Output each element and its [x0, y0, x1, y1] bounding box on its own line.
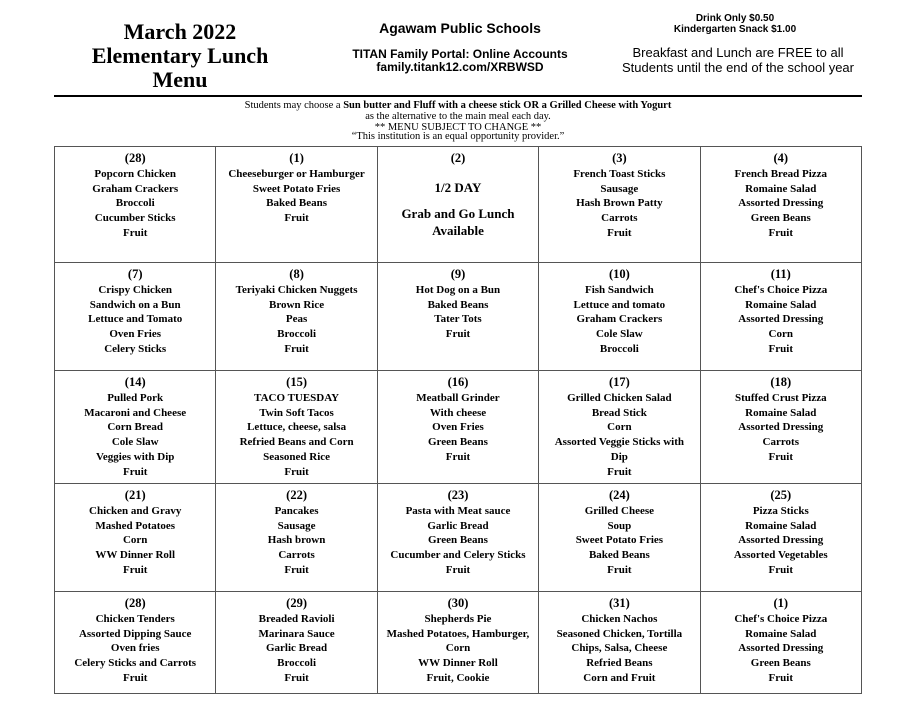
menu-item: Oven fries — [110, 642, 160, 655]
menu-item: Chicken Nachos — [581, 613, 658, 625]
menu-item: Fruit — [122, 563, 148, 576]
menu-item: Fruit — [284, 671, 309, 684]
alternative-notice — [54, 100, 862, 141]
menu-item: Pancakes — [274, 505, 319, 517]
menu-item: Hot Dog on a Bun — [415, 284, 501, 296]
menu-day-cell — [55, 484, 216, 592]
day-date: (17) — [608, 375, 630, 389]
menu-item: Soup — [607, 519, 632, 532]
day-date: (25) — [770, 488, 792, 502]
menu-day-cell — [700, 371, 861, 484]
menu-item: Assorted Dressing — [738, 313, 824, 326]
day-date: (3) — [612, 151, 627, 165]
menu-item: Fruit — [768, 563, 793, 576]
menu-item: Fruit — [607, 465, 632, 478]
menu-item: Fruit, Cookie — [426, 671, 490, 684]
free-line-1: Breakfast and Lunch are FREE to all — [632, 45, 844, 60]
menu-item: Green Beans — [750, 657, 811, 670]
menu-item: With cheese — [429, 406, 487, 419]
menu-item: Romaine Salad — [745, 298, 817, 311]
menu-item: WW Dinner Roll — [95, 549, 176, 562]
menu-item: Fruit — [122, 671, 148, 684]
menu-item: Broccoli — [277, 657, 317, 670]
menu-item: Refried Beans and Corn — [239, 436, 354, 449]
menu-item: Popcorn Chicken — [94, 168, 176, 180]
menu-day-cell — [377, 484, 538, 592]
menu-day-cell — [55, 263, 216, 371]
menu-item: Assorted Vegetables — [733, 549, 828, 562]
free-line-2: Students until the end of the school year — [622, 60, 854, 75]
menu-item: Fruit — [607, 563, 632, 576]
menu-day-cell — [55, 371, 216, 484]
menu-item: Brown Rice — [269, 298, 325, 311]
menu-day-cell — [539, 147, 700, 263]
cell-spacer — [380, 197, 536, 205]
menu-item: Corn — [445, 642, 471, 655]
day-date: (28) — [124, 151, 146, 165]
menu-week-row — [55, 371, 862, 484]
menu-item: Fruit — [284, 465, 309, 478]
menu-item: Lettuce and Tomato — [88, 313, 183, 326]
free-meals-note — [608, 45, 868, 75]
menu-item: Refried Beans — [586, 657, 653, 670]
menu-day-cell — [539, 371, 700, 484]
menu-item: Hash Brown Patty — [576, 197, 663, 210]
menu-item: Fruit — [284, 563, 309, 576]
menu-week-row — [55, 147, 862, 263]
menu-day-cell — [700, 147, 861, 263]
menu-item: Assorted Veggie Sticks with — [554, 436, 684, 449]
day-date: (28) — [124, 596, 146, 610]
title-line-month: March 2022 — [123, 19, 237, 44]
menu-item: Cucumber and Celery Sticks — [390, 549, 526, 562]
menu-item: Mashed Potatoes, Hamburger, — [386, 627, 530, 640]
menu-item: French Toast Sticks — [573, 168, 666, 180]
menu-item: Assorted Dipping Sauce — [78, 627, 192, 640]
day-date: (24) — [608, 488, 630, 502]
menu-day-cell — [700, 263, 861, 371]
menu-day-cell — [55, 592, 216, 694]
menu-item: Meatball Grinder — [416, 392, 500, 404]
menu-day-cell — [216, 371, 377, 484]
menu-item: Carrots — [762, 436, 800, 449]
menu-day-cell — [216, 484, 377, 592]
menu-item: Fruit — [768, 450, 793, 463]
menu-item: Fruit — [284, 212, 309, 225]
menu-item: Green Beans — [427, 534, 488, 547]
menu-item: Twin Soft Tacos — [259, 406, 334, 419]
menu-item: Sweet Potato Fries — [575, 534, 664, 547]
menu-item: Cole Slaw — [595, 328, 643, 341]
menu-day-cell — [700, 592, 861, 694]
day-date: (16) — [447, 375, 469, 389]
portal-url: family.titank12.com/XRBWSD — [376, 60, 544, 74]
menu-item: French Bread Pizza — [734, 168, 828, 180]
menu-item: Mashed Potatoes — [95, 519, 176, 532]
menu-week-row — [55, 592, 862, 694]
price-info — [640, 13, 830, 35]
menu-item: Available — [432, 223, 484, 238]
day-date: (21) — [124, 488, 146, 502]
menu-item: Veggies with Dip — [95, 450, 175, 463]
menu-item: Grilled Chicken Salad — [567, 392, 672, 404]
menu-item: Lettuce and tomato — [573, 298, 666, 311]
menu-item: Fruit — [122, 465, 148, 478]
menu-item: Baked Beans — [588, 549, 650, 562]
menu-item: Carrots — [278, 549, 315, 562]
menu-item: Assorted Dressing — [738, 534, 824, 547]
menu-item: Sandwich on a Bun — [89, 298, 181, 311]
menu-item: WW Dinner Roll — [418, 657, 498, 670]
menu-item: Oven Fries — [432, 421, 484, 434]
day-date: (2) — [450, 151, 466, 165]
menu-item: Stuffed Crust Pizza — [734, 392, 827, 404]
day-date: (23) — [447, 488, 469, 502]
menu-item: Sausage — [277, 519, 316, 532]
menu-item: Pulled Pork — [107, 392, 164, 404]
title-line-elementary: Elementary Lunch — [91, 43, 269, 68]
menu-item: Corn Bread — [107, 421, 164, 434]
notice-line-4: “This institution is an equal opportunity provider.” — [351, 131, 565, 142]
menu-day-cell — [55, 147, 216, 263]
menu-item: Marinara Sauce — [258, 627, 335, 640]
menu-item: Broccoli — [599, 342, 639, 355]
menu-item: Chef's Choice Pizza — [734, 613, 828, 625]
day-date: (1) — [773, 596, 789, 610]
day-date: (1) — [289, 151, 304, 165]
menu-item: Corn — [768, 328, 793, 341]
day-date: (29) — [286, 596, 307, 610]
menu-item: Baked Beans — [427, 298, 489, 311]
menu-item: Chicken and Gravy — [89, 505, 182, 517]
menu-item: Green Beans — [750, 212, 811, 225]
school-name: Agawam Public Schools — [379, 20, 541, 36]
menu-item: Assorted Dressing — [738, 197, 824, 210]
notice-line-1-bold: Sun butter and Fluff with a cheese stick OR a Grilled Cheese with Yogurt — [343, 100, 672, 111]
menu-item: Garlic Bread — [265, 642, 328, 655]
day-date: (14) — [124, 375, 146, 389]
menu-item: Cucumber Sticks — [94, 212, 176, 225]
menu-item: Macaroni and Cheese — [84, 406, 187, 419]
menu-week-row — [55, 263, 862, 371]
notice-line-3: ** MENU SUBJECT TO CHANGE ** — [374, 122, 542, 133]
menu-item: Tater Tots — [434, 313, 482, 326]
menu-item: Bread Stick — [591, 406, 647, 419]
menu-item: Fruit — [768, 226, 793, 239]
menu-item: Fruit — [122, 226, 148, 239]
menu-item: TACO TUESDAY — [254, 392, 340, 404]
menu-calendar — [54, 146, 862, 694]
menu-item: Cole Slaw — [111, 436, 159, 449]
day-date: (31) — [608, 596, 630, 610]
menu-item: Green Beans — [427, 436, 488, 449]
menu-item: Chef's Choice Pizza — [734, 284, 828, 296]
menu-item: Pasta with Meat sauce — [405, 505, 511, 517]
menu-item: Corn — [122, 534, 148, 547]
day-date: (4) — [773, 151, 789, 165]
menu-item: Corn and Fruit — [583, 671, 656, 684]
menu-item: Dip — [610, 450, 628, 463]
menu-item: Romaine Salad — [745, 627, 817, 640]
day-date: (22) — [286, 488, 307, 502]
menu-item: Corn — [607, 421, 632, 434]
menu-item: Graham Crackers — [576, 313, 663, 326]
menu-item: Fruit — [445, 450, 471, 463]
menu-item: 1/2 DAY — [434, 180, 482, 195]
menu-item: Celery Sticks and Carrots — [74, 657, 197, 670]
menu-item: Broccoli — [277, 328, 317, 341]
menu-item: Garlic Bread — [427, 519, 489, 532]
menu-item: Seasoned Chicken, Tortilla — [556, 627, 683, 640]
menu-item: Seasoned Rice — [263, 450, 331, 463]
menu-item: Fruit — [445, 563, 471, 576]
menu-item: Fruit — [607, 226, 632, 239]
menu-item: Fruit — [284, 342, 309, 355]
portal-line: TITAN Family Portal: Online Accounts — [352, 47, 568, 61]
day-date: (30) — [447, 596, 469, 610]
menu-week-row — [55, 484, 862, 592]
menu-item: Fruit — [768, 342, 793, 355]
cell-spacer — [380, 167, 536, 179]
menu-item: Fruit — [768, 671, 793, 684]
menu-item: Shepherds Pie — [424, 613, 492, 625]
menu-item: Carrots — [601, 212, 638, 225]
menu-item: Fruit — [445, 328, 471, 341]
day-date: (11) — [770, 267, 791, 281]
menu-item: Oven Fries — [109, 328, 162, 341]
menu-item: Teriyaki Chicken Nuggets — [235, 284, 358, 296]
menu-item: Peas — [285, 313, 308, 326]
menu-item: Broccoli — [115, 197, 155, 210]
price-drink: Drink Only $0.50 — [695, 13, 775, 24]
menu-item: Romaine Salad — [745, 519, 817, 532]
menu-item: Grab and Go Lunch — [401, 205, 515, 221]
menu-day-cell — [216, 147, 377, 263]
menu-item: Chicken Tenders — [95, 613, 175, 625]
menu-day-cell — [377, 147, 538, 263]
menu-day-cell — [216, 592, 377, 694]
menu-item: Assorted Dressing — [738, 421, 824, 434]
menu-title — [70, 20, 290, 92]
notice-line-2: as the alternative to the main meal each day. — [365, 111, 551, 122]
menu-day-cell — [539, 484, 700, 592]
day-date: (15) — [286, 375, 307, 389]
menu-day-cell — [216, 263, 377, 371]
title-line-menu: Menu — [152, 67, 208, 92]
notice-line-1-pre: Students may choose a — [244, 100, 344, 111]
menu-item: Crispy Chicken — [98, 284, 173, 296]
menu-item: Fish Sandwich — [584, 284, 654, 296]
menu-day-cell — [377, 263, 538, 371]
menu-item: Cheeseburger or Hamburger — [228, 168, 365, 180]
day-date: (8) — [289, 267, 304, 281]
menu-item: Lettuce, cheese, salsa — [247, 421, 347, 434]
menu-item: Sausage — [600, 182, 639, 195]
menu-day-cell — [377, 371, 538, 484]
menu-item: Graham Crackers — [92, 182, 179, 195]
menu-item: Breaded Ravioli — [258, 613, 335, 625]
menu-item: Romaine Salad — [745, 182, 817, 195]
day-date: (10) — [608, 267, 630, 281]
menu-item: Pizza Sticks — [752, 505, 809, 517]
menu-day-cell — [539, 263, 700, 371]
menu-item: Romaine Salad — [745, 406, 817, 419]
menu-item: Assorted Dressing — [738, 642, 824, 655]
school-info — [330, 20, 590, 74]
day-date: (9) — [450, 267, 466, 281]
menu-item: Chips, Salsa, Cheese — [571, 642, 668, 655]
menu-item: Grilled Cheese — [584, 505, 655, 517]
day-date: (7) — [127, 267, 143, 281]
menu-day-cell — [539, 592, 700, 694]
header-divider — [54, 95, 862, 97]
menu-day-cell — [700, 484, 861, 592]
menu-item: Celery Sticks — [104, 342, 167, 355]
menu-day-cell — [377, 592, 538, 694]
price-snack: Kindergarten Snack $1.00 — [673, 24, 797, 35]
day-date: (18) — [770, 375, 792, 389]
menu-item: Hash brown — [267, 534, 326, 547]
menu-item: Baked Beans — [266, 197, 327, 210]
notice-line-1 — [54, 100, 862, 111]
menu-item: Sweet Potato Fries — [252, 182, 341, 195]
